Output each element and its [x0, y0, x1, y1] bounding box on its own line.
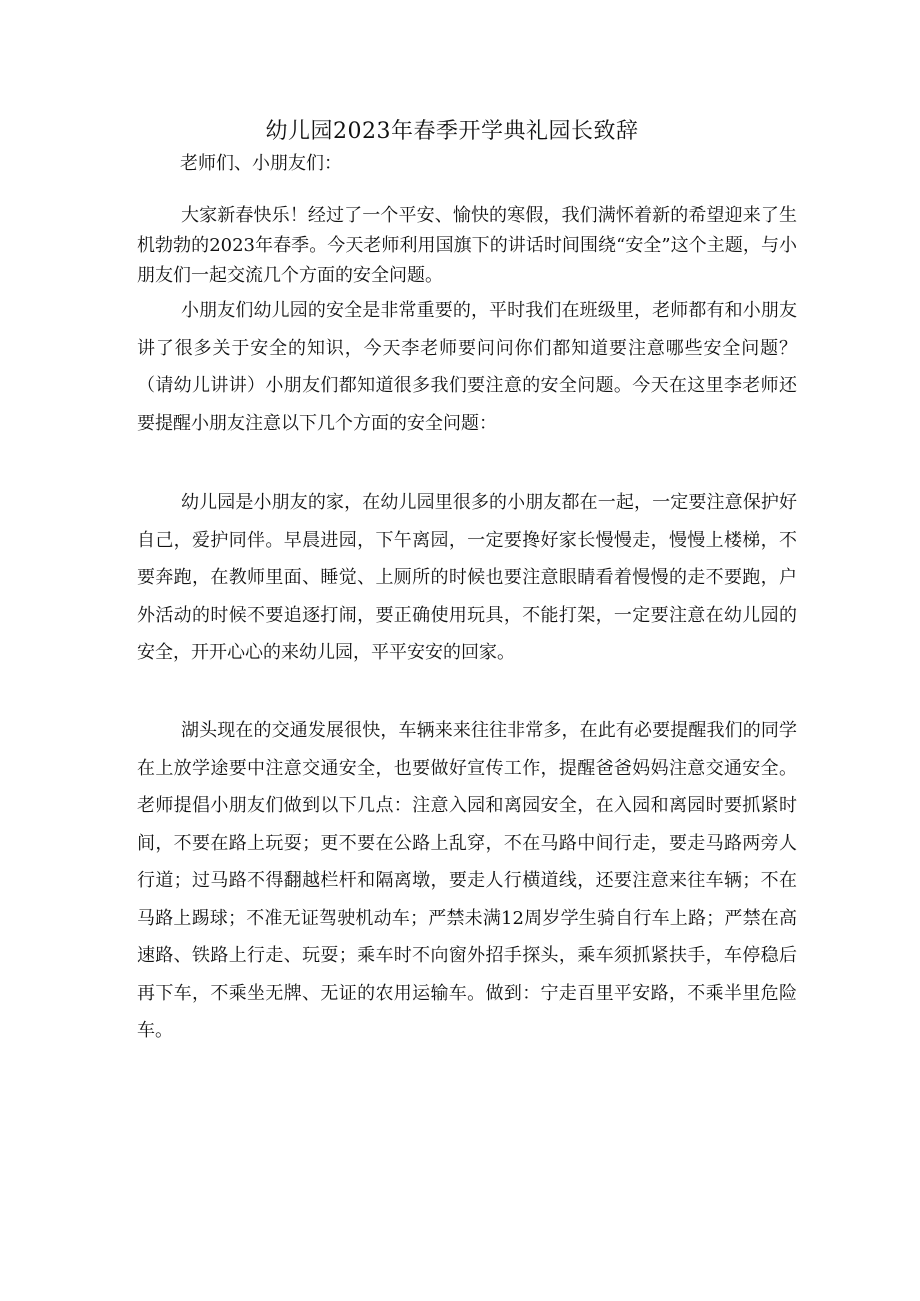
document-title: 幼儿园2023年春季开学典礼园长致辞	[265, 119, 639, 144]
greeting-line: 老师们、小朋友们：	[180, 153, 342, 174]
paragraph-safety-importance: 小朋友们幼儿园的安全是非常重要的，平时我们在班级里，老师都有和小朋友讲了很多关于安全的知识，今天李老师要问问你们都知道要注意哪些安全问题？（请幼儿讲讲）小朋友们都知道很多我们要注意的安全问题。今天在这里李老师还要提醒小朋友注意以下几个方面的安全问题：	[137, 300, 797, 434]
paragraph-traffic-safety: 湖头现在的交通发展很快，车辆来来往往非常多，在此有必要提醒我们的同学在上放学途要中注意交通安全，也要做好宣传工作，提醒爸爸妈妈注意交通安全。老师提倡小朋友们做到以下几点：注意入园和离园安全，在入园和离园时要抓紧时间，不要在路上玩耍；更不要在公路上乱穿，不在马路中间行走，要走马路两旁人行道；过马路不得翻越栏杆和隔离墩，要走人行横道线，还要注意来往车辆；不在马路上踢球；不准无证驾驶机动车；严禁未满12周岁学生骑自行车上路；严禁在高速路、铁路上行走、玩耍；乘车时不向窗外招手探头，乘车须抓紧扶手，车停稳后再下车，不乘坐无牌、无证的农用运输车。做到：宁走百里平安路，不乘半里危险车。	[137, 720, 797, 1041]
paragraph-kindergarten-safety: 幼儿园是小朋友的家，在幼儿园里很多的小朋友都在一起，一定要注意保护好自己，爱护同伴。早晨进园，下午离园，一定要搀好家长慢慢走，慢慢上楼梯，不要奔跑，在教师里面、睡觉、上厕所的时候也要注意眼睛看着慢慢的走不要跑，户外活动的时候不要追逐打闹，要正确使用玩具，不能打架，一定要注意在幼儿园的安全，开开心心的来幼儿园，平平安安的回家。	[137, 492, 797, 663]
paragraph-intro: 大家新春快乐！经过了一个平安、愉快的寒假，我们满怀着新的希望迎来了生机勃勃的2023年春季。今天老师利用国旗下的讲话时间围绕“安全”这个主题，与小朋友们一起交流几个方面的安全问题。	[137, 205, 797, 286]
